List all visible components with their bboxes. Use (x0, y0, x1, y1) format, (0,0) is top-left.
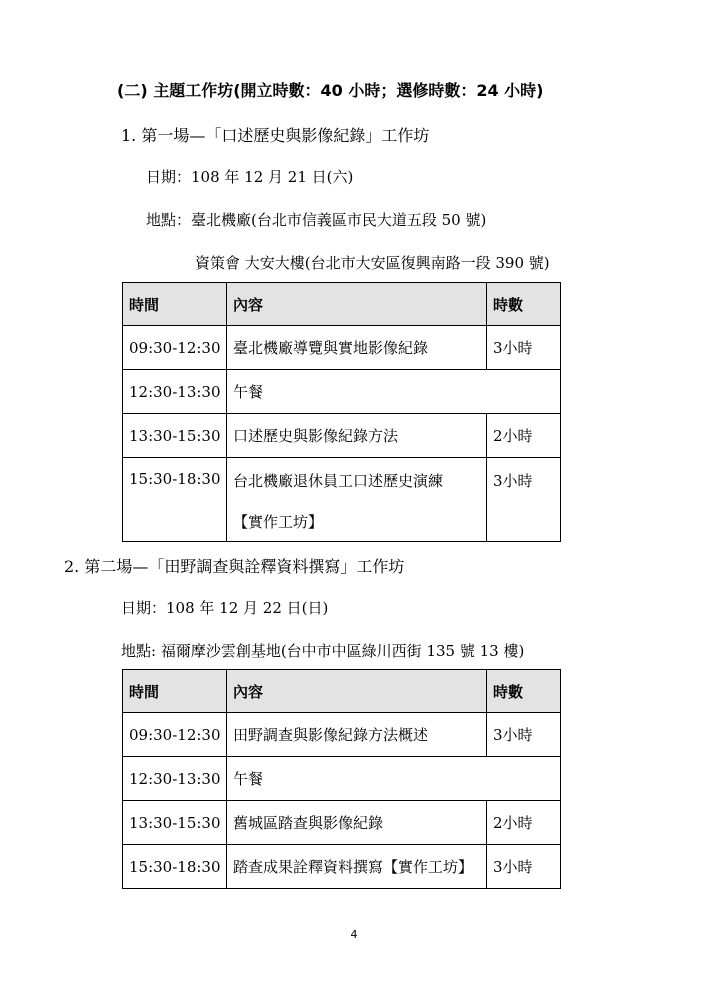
table-header-row (123, 670, 561, 713)
cell-content: 臺北機廠導覽與實地影像紀錄 (227, 326, 487, 370)
cell-content: 午餐 (227, 370, 561, 414)
cell-time: 12:30-13:30 (123, 757, 227, 801)
table-row (123, 801, 561, 845)
table-row (123, 845, 561, 889)
session2-schedule-table (122, 669, 561, 889)
session1-schedule-table (122, 282, 561, 542)
cell-content (227, 458, 487, 542)
cell-time: 09:30-12:30 (123, 713, 227, 757)
cell-hours: 3小時 (487, 713, 561, 757)
session2-date: 日期：108 年 12 月 22 日(日) (121, 599, 329, 617)
table-row (123, 713, 561, 757)
cell-hours: 3小時 (487, 458, 561, 542)
session1-location-2: 資策會 大安大樓(台北市大安區復興南路一段 390 號) (195, 254, 550, 272)
section-heading: (二) 主題工作坊(開立時數：40 小時；選修時數：24 小時) (117, 81, 544, 100)
cell-content: 踏查成果詮釋資料撰寫【實作工坊】 (227, 845, 487, 889)
header-hours: 時數 (487, 283, 561, 326)
cell-time: 15:30-18:30 (123, 458, 227, 542)
session1-title: 1. 第一場—「口述歷史與影像紀錄」工作坊 (121, 126, 430, 145)
table-row (123, 757, 561, 801)
cell-content: 田野調查與影像紀錄方法概述 (227, 713, 487, 757)
header-time: 時間 (123, 283, 227, 326)
header-content: 內容 (227, 283, 487, 326)
cell-content: 舊城區踏查與影像紀錄 (227, 801, 487, 845)
table-row (123, 326, 561, 370)
cell-time: 09:30-12:30 (123, 326, 227, 370)
cell-hours: 2小時 (487, 414, 561, 458)
cell-hours: 3小時 (487, 326, 561, 370)
cell-time: 15:30-18:30 (123, 845, 227, 889)
header-content: 內容 (227, 670, 487, 713)
cell-time: 13:30-15:30 (123, 414, 227, 458)
table-row (123, 458, 561, 542)
cell-content: 口述歷史與影像紀錄方法 (227, 414, 487, 458)
page-number: 4 (350, 928, 358, 941)
header-hours: 時數 (487, 670, 561, 713)
session2-title: 2. 第二場—「田野調查與詮釋資料撰寫」工作坊 (64, 557, 405, 576)
cell-content-line1: 台北機廠退休員工口述歷史演練 (233, 472, 444, 490)
cell-hours: 2小時 (487, 801, 561, 845)
session2-location: 地點: 福爾摩沙雲創基地(台中市中區綠川西街 135 號 13 樓) (121, 642, 525, 660)
table-row (123, 414, 561, 458)
table-row (123, 370, 561, 414)
table-header-row (123, 283, 561, 326)
cell-hours: 3小時 (487, 845, 561, 889)
session1-date: 日期：108 年 12 月 21 日(六) (146, 168, 354, 186)
session1-location: 地點：臺北機廠(台北市信義區市民大道五段 50 號) (146, 211, 487, 229)
header-time: 時間 (123, 670, 227, 713)
cell-time: 13:30-15:30 (123, 801, 227, 845)
cell-content-line2: 【實作工坊】 (233, 513, 324, 531)
cell-content: 午餐 (227, 757, 561, 801)
cell-time: 12:30-13:30 (123, 370, 227, 414)
